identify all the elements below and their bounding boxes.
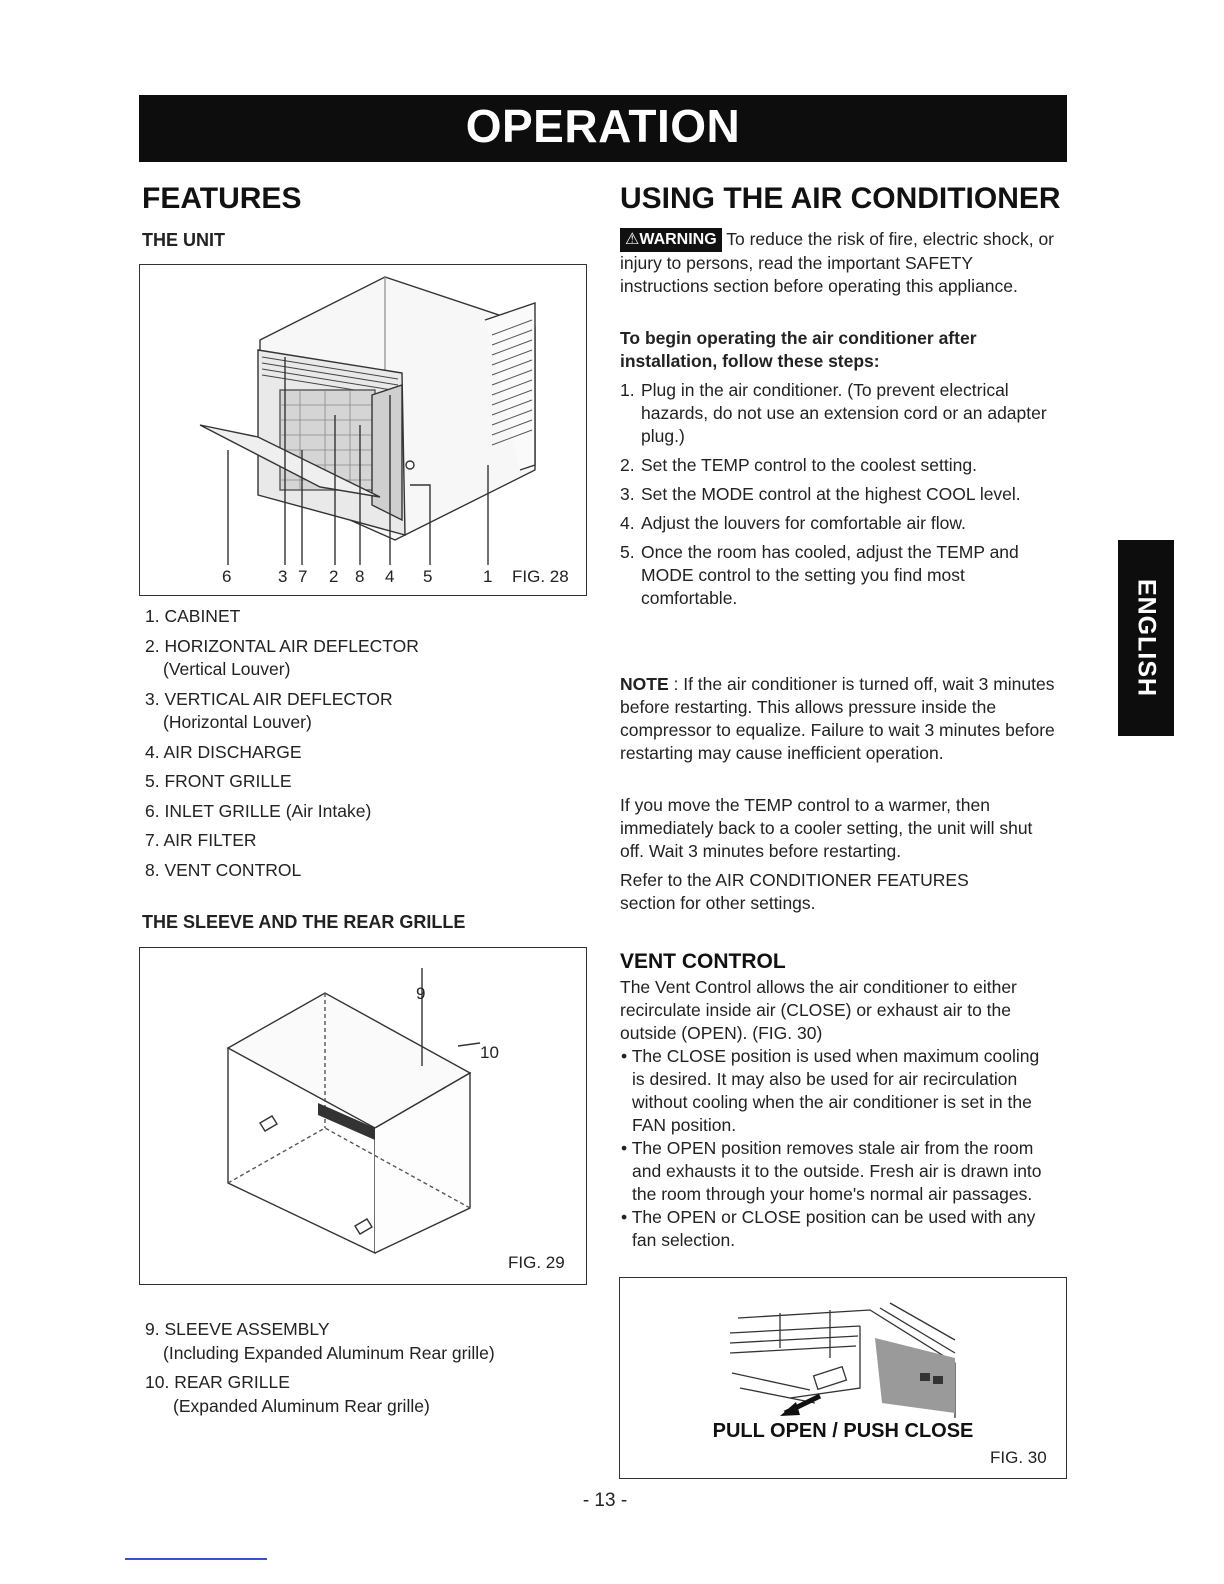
- using-heading: USING THE AIR CONDITIONER: [620, 182, 1061, 215]
- steps-list: [620, 379, 1060, 610]
- vent-bullet: • The OPEN position removes stale air from the room and exhausts it to the outside. Fresh air is drawn into the room through your home's normal air passages.: [621, 1138, 1042, 1204]
- note-paragraph: [620, 673, 1055, 765]
- fig30-label: FIG. 30: [990, 1448, 1047, 1467]
- warning-text-rest: shock, or injury to persons, read the important SAFETY instructions section before operating this appliance.: [620, 229, 1054, 296]
- part-item-sub: (Vertical Louver): [163, 659, 291, 679]
- fig29-box: [139, 947, 587, 1285]
- sleeve-part-item: 10. REAR GRILLE: [145, 1372, 290, 1392]
- step-text: Set the TEMP control to the coolest setting.: [641, 455, 977, 475]
- fig28-callout-8: 8: [355, 567, 365, 586]
- part-item: 5. FRONT GRILLE: [145, 771, 292, 791]
- fig28-callout-3: 3: [278, 567, 288, 586]
- fig29-callout-10: 10: [480, 1043, 499, 1062]
- step-text: Plug in the air conditioner. (To prevent electrical hazards, do not use an extension cord or an adapter plug.): [641, 380, 1047, 446]
- language-tab-label: ENGLISH: [1132, 578, 1161, 698]
- part-item: 3. VERTICAL AIR DEFLECTOR: [145, 688, 393, 709]
- step-text: Set the MODE control at the highest COOL level.: [641, 484, 1021, 504]
- temp-paragraph: If you move the TEMP control to a warmer, then immediately back to a cooler setting, the unit will shut off. Wait 3 minutes before restarting.: [620, 795, 1033, 861]
- fig30-box: [619, 1277, 1067, 1479]
- fig29-label: FIG. 29: [508, 1253, 565, 1272]
- features-heading: FEATURES: [142, 182, 302, 215]
- part-item: 6. INLET GRILLE (Air Intake): [145, 800, 372, 821]
- part-item: 7. AIR FILTER: [145, 830, 257, 850]
- the-unit-heading: THE UNIT: [142, 230, 225, 250]
- vent-bullet: • The CLOSE position is used when maximum cooling is desired. It may also be used for air recirculation without cooling when the air conditioner is set in the FAN position.: [621, 1046, 1040, 1135]
- page-number: - 13 -: [582, 1490, 628, 1511]
- fig28-callout-1: 1: [483, 567, 493, 586]
- step-number: 1.: [620, 380, 635, 400]
- sleeve-part-item-sub: (Expanded Aluminum Rear grille): [173, 1395, 430, 1416]
- step-item: [620, 454, 1060, 477]
- air-conditioner-unit-illustration: [140, 265, 586, 595]
- step-text: Adjust the louvers for comfortable air flow.: [641, 513, 966, 533]
- fig28-callout-6: 6: [222, 567, 232, 586]
- part-item-sub: (Horizontal Louver): [163, 712, 312, 732]
- vent-bullets: [620, 1045, 1050, 1252]
- vent-bullet: • The OPEN or CLOSE position can be used with any fan selection.: [621, 1207, 1036, 1250]
- step-number: 2.: [620, 455, 635, 475]
- warning-badge-label: WARNING: [639, 231, 717, 248]
- vent-bullet-text: The OPEN position removes stale air from the room and exhausts it to the outside. Fresh air is drawn into the room through your home's normal air passages.: [631, 1138, 1042, 1204]
- vent-bullet-text: The OPEN or CLOSE position can be used with any fan selection.: [631, 1207, 1036, 1250]
- part-item: 1. CABINET: [145, 606, 241, 626]
- page-banner-title: OPERATION: [139, 95, 1067, 162]
- note-text: : If the air conditioner is turned off, wait 3 minutes before restarting. This allows pressure inside the compressor to equalize. Failure to wait 3 minutes before restarting may cause inefficient operation.: [620, 674, 1055, 763]
- note-label: NOTE: [620, 674, 669, 694]
- language-side-tab: [1118, 540, 1174, 736]
- sleeve-illustration: [140, 948, 586, 1284]
- step-number: 5.: [620, 542, 635, 562]
- part-item: 4. AIR DISCHARGE: [145, 741, 302, 762]
- step-item: [620, 541, 1060, 610]
- unit-parts-list: [145, 605, 575, 882]
- vent-bullet-text: The CLOSE position is used when maximum cooling is desired. It may also be used for air recirculation without cooling when the air conditioner is set in the FAN position.: [631, 1046, 1040, 1135]
- step-item: [620, 483, 1060, 506]
- part-item: 2. HORIZONTAL AIR DEFLECTOR: [145, 635, 419, 656]
- vent-control-illustration: [620, 1278, 1066, 1418]
- step-number: 4.: [620, 513, 635, 533]
- fig28-callout-4: 4: [385, 567, 395, 586]
- fig28-callout-7: 7: [298, 567, 308, 586]
- step-text: Once the room has cooled, adjust the TEMP and MODE control to the setting you find most comfortable.: [641, 542, 1019, 608]
- vent-control-heading: VENT CONTROL: [620, 950, 786, 973]
- fig28-label: FIG. 28: [512, 567, 569, 586]
- warning-badge: [620, 228, 722, 252]
- refer-paragraph: Refer to the AIR CONDITIONER FEATURES section for other settings.: [620, 870, 969, 913]
- step-item: [620, 379, 1060, 448]
- fig30-caption: PULL OPEN / PUSH CLOSE: [712, 1420, 974, 1442]
- warning-text-line1: To reduce the risk of fire, electric: [726, 229, 979, 249]
- bottom-rule: [125, 1558, 267, 1560]
- sleeve-heading: THE SLEEVE AND THE REAR GRILLE: [142, 912, 466, 932]
- warning-triangle-icon: ⚠: [625, 231, 640, 248]
- sleeve-part-item: 9. SLEEVE ASSEMBLY: [145, 1319, 330, 1339]
- fig28-callout-5: 5: [423, 567, 433, 586]
- part-item: 8. VENT CONTROL: [145, 859, 302, 880]
- warning-paragraph: [620, 228, 1060, 298]
- steps-intro: To begin operating the air conditioner after installation, follow these steps:: [620, 328, 977, 371]
- sleeve-part-item-sub: (Including Expanded Aluminum Rear grille): [163, 1342, 495, 1363]
- fig28-callout-2: 2: [329, 567, 339, 586]
- sleeve-parts-list: [145, 1318, 575, 1418]
- vent-intro: The Vent Control allows the air conditioner to either recirculate inside air (CLOSE) or exhaust air to the outside (OPEN). (FIG. 30): [620, 977, 1017, 1043]
- fig29-callout-9: 9: [416, 984, 426, 1003]
- step-item: [620, 512, 1060, 535]
- step-number: 3.: [620, 484, 635, 504]
- fig28-box: [139, 264, 587, 596]
